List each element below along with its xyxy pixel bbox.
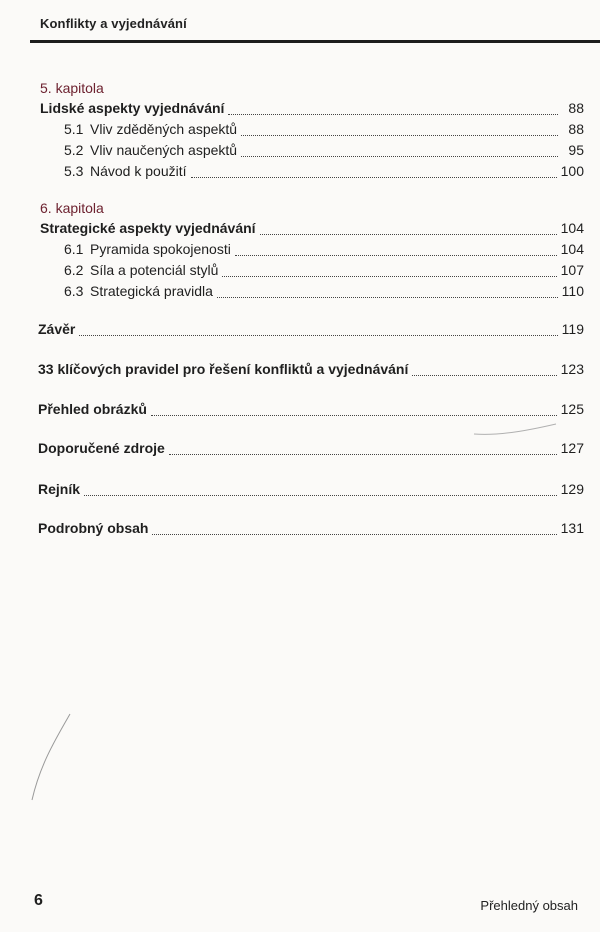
toc-entry-title: Síla a potenciál stylů bbox=[90, 262, 219, 278]
toc-entry-subsection[interactable] bbox=[64, 163, 584, 183]
dot-leader bbox=[235, 254, 557, 256]
dot-leader bbox=[151, 414, 557, 416]
subsection-number: 6.1 bbox=[64, 241, 84, 257]
toc-page-number: 119 bbox=[561, 321, 584, 337]
toc-entry-subsection[interactable] bbox=[64, 121, 584, 141]
dot-leader bbox=[217, 296, 558, 298]
toc-entry-subsection[interactable] bbox=[64, 241, 584, 261]
scan-mark-stroke bbox=[470, 420, 560, 440]
chapter-label: 5. kapitola bbox=[40, 80, 104, 96]
dot-leader bbox=[412, 374, 556, 376]
toc-entry-section[interactable] bbox=[38, 440, 584, 460]
toc-entry-subsection[interactable] bbox=[64, 283, 584, 303]
page-number: 6 bbox=[34, 892, 43, 909]
toc-entry-title: Vliv zděděných aspektů bbox=[90, 121, 238, 137]
subsection-number: 5.2 bbox=[64, 142, 84, 158]
toc-entry-title: Rejník bbox=[38, 481, 81, 497]
toc-entry-title: Přehled obrázků bbox=[38, 401, 147, 417]
dot-leader bbox=[169, 453, 557, 455]
toc-entry-section[interactable] bbox=[38, 481, 584, 501]
footer-label: Přehledný obsah bbox=[480, 898, 578, 913]
dot-leader bbox=[241, 134, 558, 136]
toc-entry-chapter[interactable] bbox=[40, 100, 584, 120]
chapter-label: 6. kapitola bbox=[40, 200, 104, 216]
toc-page-number: 88 bbox=[568, 121, 584, 137]
toc-page-number: 107 bbox=[560, 262, 584, 278]
scan-mark-stroke bbox=[20, 710, 80, 810]
toc-entry-section[interactable] bbox=[38, 321, 584, 341]
toc-entry-subsection[interactable] bbox=[64, 142, 584, 162]
toc-page-number: 95 bbox=[568, 142, 584, 158]
toc-entry-title: Lidské aspekty vyjednávání bbox=[40, 100, 225, 116]
toc-page-number: 110 bbox=[561, 283, 584, 299]
dot-leader bbox=[84, 494, 557, 496]
toc-entry-title: Návod k použití bbox=[90, 163, 187, 179]
dot-leader bbox=[228, 113, 558, 115]
toc-page-number: 100 bbox=[560, 163, 584, 179]
dot-leader bbox=[191, 176, 557, 178]
dot-leader bbox=[222, 275, 556, 277]
toc-entry-title: Vliv naučených aspektů bbox=[90, 142, 238, 158]
toc-entry-title: Závěr bbox=[38, 321, 76, 337]
toc-page-number: 104 bbox=[560, 220, 584, 236]
toc-entry-title: Podrobný obsah bbox=[38, 520, 149, 536]
dot-leader bbox=[79, 334, 557, 336]
toc-page-number: 104 bbox=[560, 241, 584, 257]
toc-entry-title: 33 klíčových pravidel pro řešení konfliktů a vyjednávání bbox=[38, 361, 409, 377]
toc-entry-title: Doporučené zdroje bbox=[38, 440, 165, 456]
subsection-number: 6.3 bbox=[64, 283, 84, 299]
toc-entry-section[interactable] bbox=[38, 361, 584, 381]
toc-page-number: 88 bbox=[568, 100, 584, 116]
toc-page-number: 125 bbox=[560, 401, 584, 417]
toc-entry-title: Strategická pravidla bbox=[90, 283, 213, 299]
toc-entry-section[interactable] bbox=[38, 401, 584, 421]
toc-entry-chapter[interactable] bbox=[40, 220, 584, 240]
toc-entry-title: Strategické aspekty vyjednávání bbox=[40, 220, 256, 236]
subsection-number: 5.3 bbox=[64, 163, 84, 179]
toc-entry-section[interactable] bbox=[38, 520, 584, 540]
toc-entry-subsection[interactable] bbox=[64, 262, 584, 282]
running-header: Konflikty a vyjednávání bbox=[40, 16, 187, 31]
header-rule bbox=[30, 40, 600, 43]
toc-page-number: 131 bbox=[560, 520, 584, 536]
toc-page-number: 129 bbox=[560, 481, 584, 497]
subsection-number: 5.1 bbox=[64, 121, 84, 137]
dot-leader bbox=[241, 155, 558, 157]
toc-page-number: 123 bbox=[560, 361, 584, 377]
dot-leader bbox=[152, 533, 556, 535]
dot-leader bbox=[260, 233, 557, 235]
toc-page-number: 127 bbox=[560, 440, 584, 456]
subsection-number: 6.2 bbox=[64, 262, 84, 278]
toc-entry-title: Pyramida spokojenosti bbox=[90, 241, 231, 257]
